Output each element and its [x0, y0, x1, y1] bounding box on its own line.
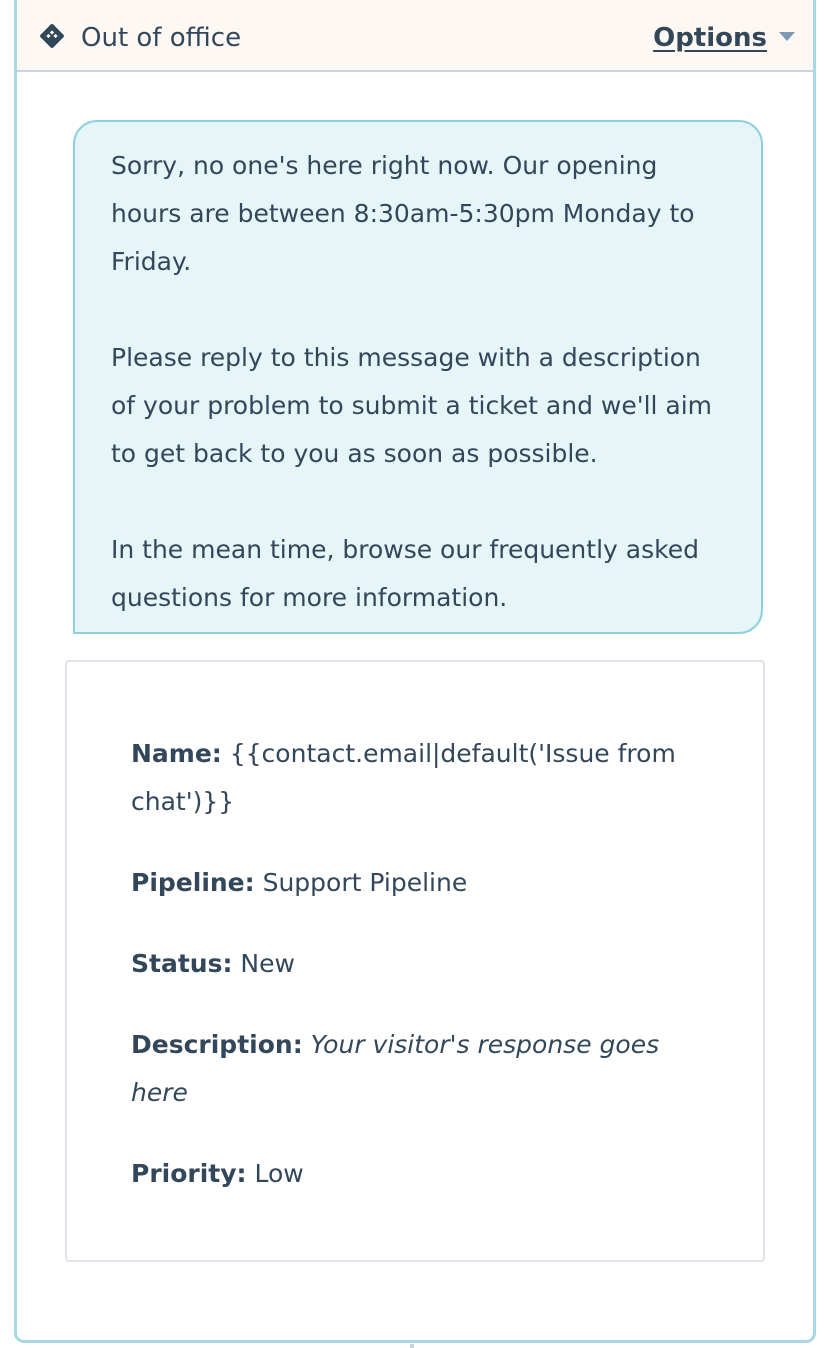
- status-label: Status:: [131, 949, 233, 978]
- ticket-details: [65, 660, 765, 1262]
- ticket-priority-field: [131, 1150, 699, 1198]
- status-value: New: [240, 949, 295, 978]
- divider: [410, 1344, 414, 1348]
- ticket-description-field: [131, 1021, 699, 1117]
- pipeline-value: Support Pipeline: [262, 868, 468, 897]
- message-paragraph: Sorry, no one's here right now. Our opening hours are between 8:30am-5:30pm Monday to Friday.: [111, 151, 695, 276]
- description-label: Description:: [131, 1030, 303, 1059]
- card-title: Out of office: [81, 23, 242, 53]
- message-paragraph: Please reply to this message with a description of your problem to submit a ticket and we'll aim to get back to you as soon as possible.: [111, 343, 713, 468]
- name-value: {{contact.email|default('Issue from chat')}}: [131, 739, 676, 816]
- diamond-icon: [39, 23, 65, 49]
- priority-label: Priority:: [131, 1159, 247, 1188]
- options-label[interactable]: Options: [653, 23, 767, 53]
- card-header: [17, 0, 813, 72]
- ticket-name-field: [131, 730, 699, 826]
- message-bubble: [73, 120, 763, 634]
- name-label: Name:: [131, 739, 222, 768]
- description-value: Your visitor's response goes here: [131, 1030, 660, 1107]
- options-dropdown[interactable]: [653, 18, 795, 58]
- ticket-pipeline-field: [131, 859, 699, 907]
- priority-value: Low: [254, 1159, 304, 1188]
- ticket-status-field: [131, 940, 699, 988]
- caret-down-icon[interactable]: [779, 32, 795, 41]
- message-paragraph: In the mean time, browse our frequently asked questions for more information.: [111, 535, 699, 612]
- pipeline-label: Pipeline:: [131, 868, 255, 897]
- out-of-office-card: [14, 0, 816, 1343]
